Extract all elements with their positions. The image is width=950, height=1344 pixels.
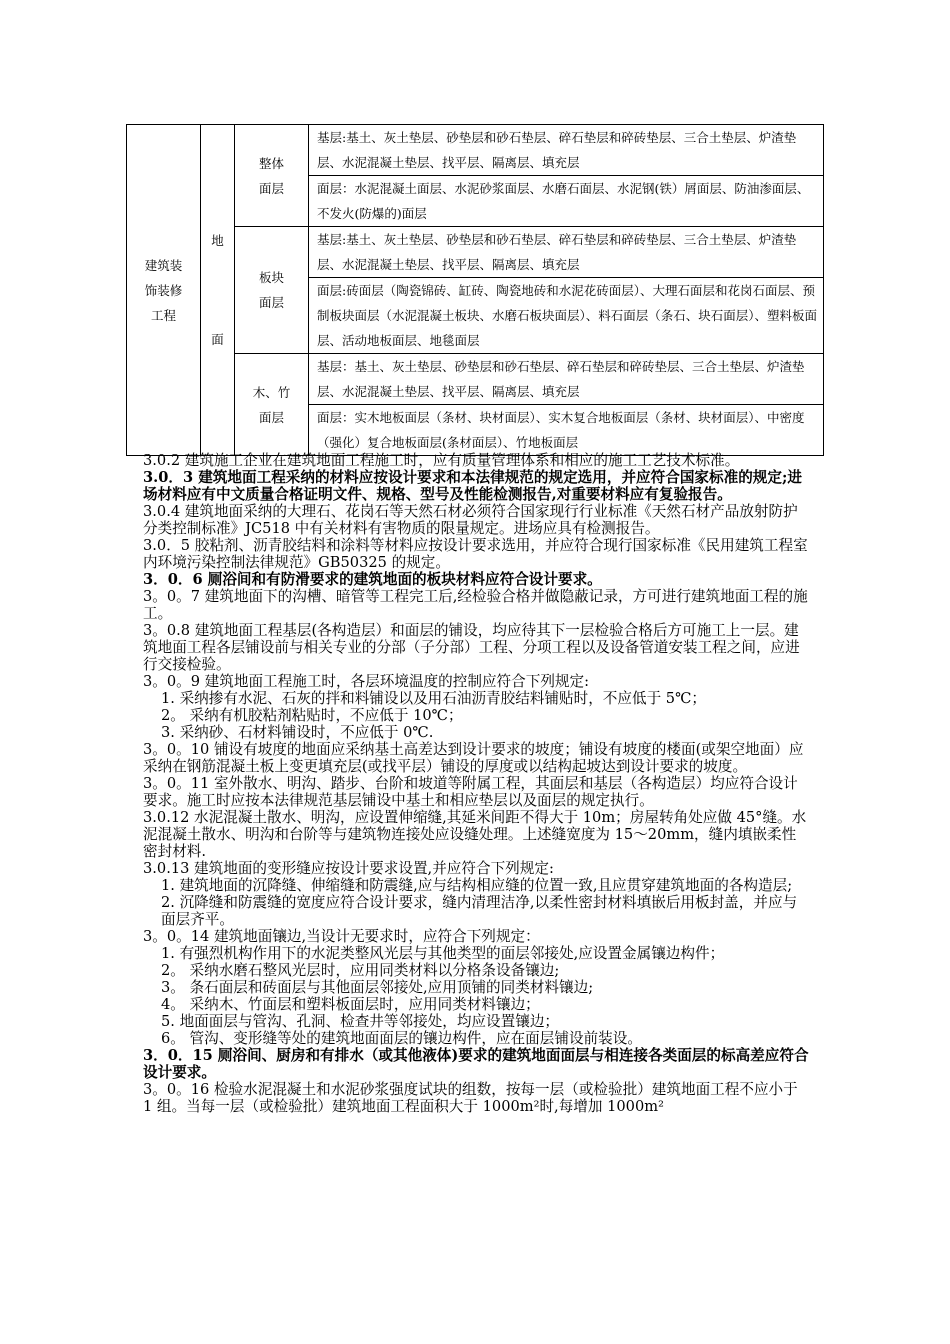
clause-paragraph: 3.0.13 建筑地面的变形缝应按设计要求设置,并应符合下列规定: <box>143 860 554 877</box>
type-cell <box>235 125 309 227</box>
clause-paragraph: 3。0.8 建筑地面工程基层(各构造层）和面层的铺设，均应待其下一层检验合格后方可施工上一层。建筑地面工程各层铺设前与相关专业的分部（子分部）工程、分项工程以及设备管道安装工程之间，应进行交接检验。 <box>143 622 800 673</box>
type-line: 整体 <box>258 155 284 171</box>
list-item: 3. 采纳砂、石材料铺设时，不应低于 0℃. <box>161 724 434 741</box>
subcategory-cell <box>201 125 235 456</box>
clause-paragraph: 3。0。9 建筑地面工程施工时，各层环境温度的控制应符合下列规定: <box>143 673 590 690</box>
clause-paragraph: 3。0。10 铺设有坡度的地面应采纳基土高差达到设计要求的坡度；铺设有坡度的楼面(或架空地面）应采纳在钢筋混凝土板上变更填充层(或找平层）铺设的厚度或以结构起坡达到设计要求的坡度。 <box>143 741 804 775</box>
floor-layer-table <box>126 124 824 456</box>
clause-paragraph: 3。0。14 建筑地面镶边,当设计无要求时，应符合下列规定： <box>143 928 540 945</box>
list-item: 2。 采纳水磨石整风光层时，应用同类材料以分格条设备镶边; <box>161 962 560 979</box>
type-line: 面层 <box>258 409 284 425</box>
list-item: 6。 管沟、变形缝等处的建筑地面面层的镶边构件，应在面层铺设前装设。 <box>161 1030 642 1047</box>
list-item: 5. 地面面层与管沟、孔洞、检查井等邻接处，均应设置镶边； <box>161 1013 560 1030</box>
document-body <box>143 452 809 1115</box>
type-cell <box>235 354 309 456</box>
category-line: 工程 <box>150 307 176 323</box>
base-layer-cell: 基层:基土、灰土垫层、砂垫层和砂石垫层、碎石垫层和碎砖垫层、三合土垫层、炉渣垫层、水泥混凝土垫层、找平层、隔离层、填充层 <box>309 125 824 176</box>
list-item: 3。 条石面层和砖面层与其他面层邻接处,应用顶铺的同类材料镶边; <box>161 979 594 996</box>
clause-paragraph: 3。0。7 建筑地面下的沟槽、暗管等工程完工后,经检验合格并做隐蔽记录，方可进行建筑地面工程的施工。 <box>143 588 808 622</box>
list-item: 2. 沉降缝和防震缝的宽度应符合设计要求，缝内清理洁净,以柔性密封材料填嵌后用板封盖，并应与面层齐平。 <box>161 894 798 928</box>
list-item: 2。 采纳有机胶粘剂粘贴时，不应低于 10℃； <box>161 707 463 724</box>
clause-paragraph: 3.0．5 胶粘剂、沥青胶结料和涂料等材料应按设计要求选用，并应符合现行国家标准《民用建筑工程室内环境污染控制法律规范》GB50325 的规定。 <box>143 537 808 571</box>
type-line: 木、竹 <box>252 384 291 400</box>
base-layer-cell: 基层:基土、灰土垫层、砂垫层和砂石垫层、碎石垫层和碎砖垫层、三合土垫层、炉渣垫层、水泥混凝土垫层、找平层、隔离层、填充层 <box>309 227 824 278</box>
category-line: 建筑装 <box>144 257 183 273</box>
category-cell <box>127 125 201 456</box>
clause-paragraph: 3.0.2 建筑施工企业在建筑地面工程施工时，应有质量管理体系和相应的施工工艺技术标准。 <box>143 452 740 469</box>
subcategory-char: 面 <box>211 332 224 347</box>
category-line: 饰装修 <box>144 282 183 298</box>
clause-paragraph: 3。0。11 室外散水、明沟、踏步、台阶和坡道等附属工程，其面层和基层（各构造层）均应符合设计要求。施工时应按本法律规范基层铺设中基土和相应垫层以及面层的规定执行。 <box>143 775 798 809</box>
surface-layer-cell: 面层：实木地板面层（条材、块材面层）、实木复合地板面层（条材、块材面层）、中密度（强化）复合地板面层(条材面层）、竹地板面层 <box>309 405 824 456</box>
list-item: 1. 有强烈机构作用下的水泥类整风光层与其他类型的面层邻接处,应设置金属镶边构件； <box>161 945 725 962</box>
clause-paragraph: 3.0．3 建筑地面工程采纳的材料应按设计要求和本法律规范的规定选用，并应符合国家标准的规定;进场材料应有中文质量合格证明文件、规格、型号及性能检测报告,对重要材料应有复验报告。 <box>143 469 802 503</box>
type-line: 面层 <box>258 295 284 310</box>
type-line: 板块 <box>258 270 284 285</box>
surface-layer-cell: 面层：水泥混凝土面层、水泥砂浆面层、水磨石面层、水泥钢(铁）屑面层、防油渗面层、不发火(防爆的)面层 <box>309 176 824 227</box>
clause-paragraph: 3.0.4 建筑地面采纳的大理石、花岗石等天然石材必须符合国家现行行业标准《天然石材产品放射防护分类控制标准》JC518 中有关材料有害物质的限量规定。进场应具有检测报告。 <box>143 503 798 537</box>
type-line: 面层 <box>258 180 284 196</box>
subcategory-char: 地 <box>211 233 224 248</box>
list-item: 1. 建筑地面的沉降缝、伸缩缝和防震缝,应与结构相应缝的位置一致,且应贯穿建筑地面的各构造层; <box>161 877 793 894</box>
clause-paragraph: 3.0.12 水泥混凝土散水、明沟，应设置伸缩缝,其延米间距不得大于 10m；房屋转角处应做 45°缝。水泥混凝土散水、明沟和台阶等与建筑物连接处应设缝处理。上述缝宽度为 15～20mm，缝内填嵌柔性密封材料. <box>143 809 807 860</box>
base-layer-cell: 基层：基土、灰土垫层、砂垫层和砂石垫层、碎石垫层和碎砖垫层、三合土垫层、炉渣垫层、水泥混凝土垫层、找平层、隔离层、填充层 <box>309 354 824 405</box>
list-item: 1. 采纳掺有水泥、石灰的拌和料铺设以及用石油沥青胶结料铺贴时，不应低于 5℃； <box>161 690 707 707</box>
clause-paragraph: 3。0。16 检验水泥混凝土和水泥砂浆强度试块的组数，按每一层（或检验批）建筑地面工程不应小于 1 组。当每一层（或检验批）建筑地面工程面积大于 1000m²时,每增加 1000m² <box>143 1081 798 1115</box>
clause-paragraph: 3．0．6 厕浴间和有防滑要求的建筑地面的板块材料应符合设计要求。 <box>143 571 602 588</box>
surface-layer-cell: 面层:砖面层（陶瓷锦砖、缸砖、陶瓷地砖和水泥花砖面层）、大理石面层和花岗石面层、预制板块面层（水泥混凝土板块、水磨石板块面层）、料石面层（条石、块石面层）、塑料板面层、活动地板面层、地毯面层 <box>309 278 824 354</box>
clause-paragraph: 3．0．15 厕浴间、厨房和有排水（或其他液体)要求的建筑地面面层与相连接各类面层的标高差应符合设计要求。 <box>143 1047 809 1081</box>
type-cell <box>235 227 309 354</box>
list-item: 4。 采纳木、竹面层和塑料板面层时，应用同类材料镶边； <box>161 996 540 1013</box>
